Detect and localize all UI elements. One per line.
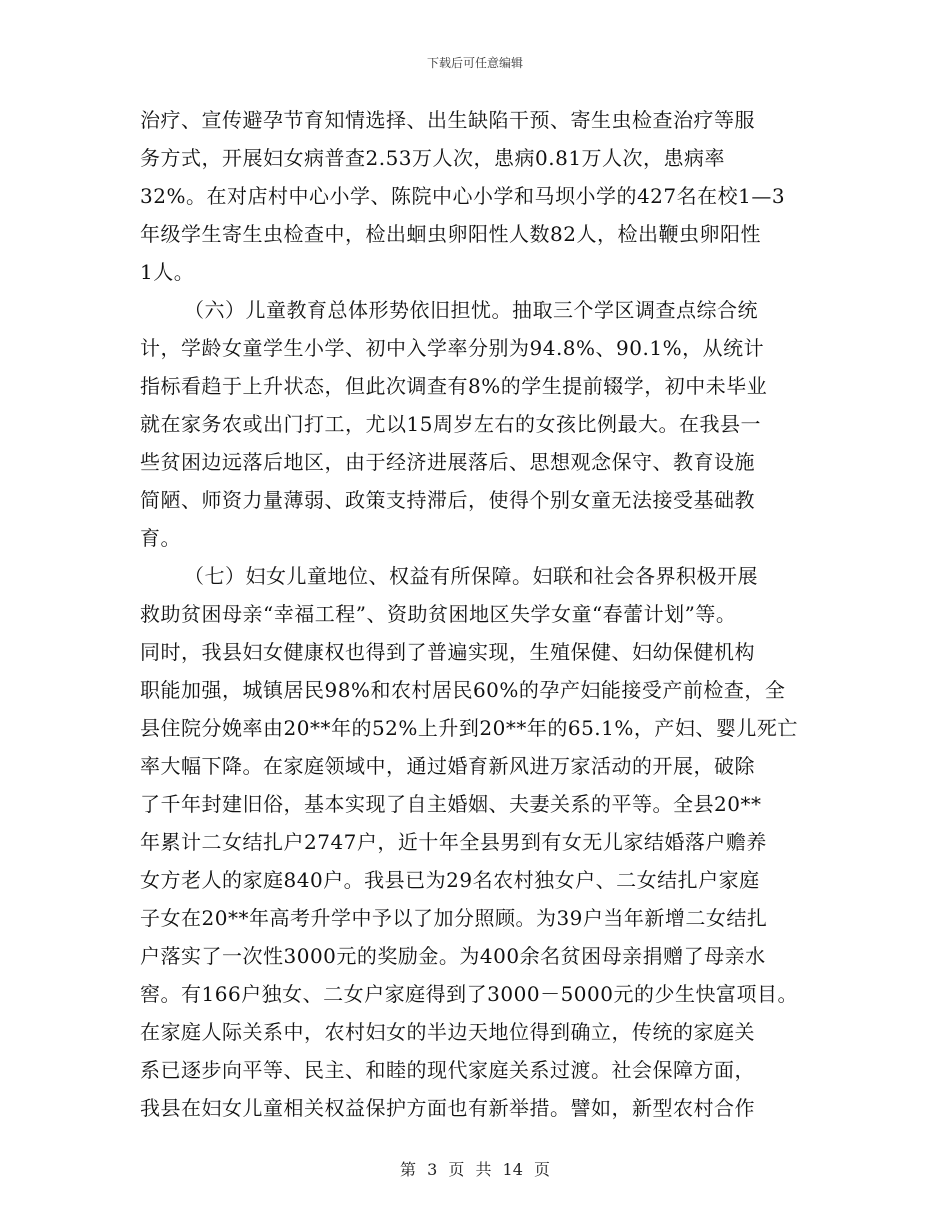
text-line: 职能加强，城镇居民98%和农村居民60%的孕产妇能接受产前检查，全 xyxy=(140,678,786,702)
text-line: 1人。 xyxy=(140,260,195,284)
text-line: 我县在妇女儿童相关权益保护方面也有新举措。譬如，新型农村合作 xyxy=(140,1096,755,1120)
text-line: 育。 xyxy=(140,526,181,550)
text-line: 就在家务农或出门打工，尤以15周岁左右的女孩比例最大。在我县一 xyxy=(140,412,761,436)
text-line: 同时，我县妇女健康权也得到了普遍实现，生殖保健、妇幼保健机构 xyxy=(140,640,755,664)
text-line: 在家庭人际关系中，农村妇女的半边天地位得到确立，传统的家庭关 xyxy=(140,1020,755,1044)
text-line: 32%。在对店村中心小学、陈院中心小学和马坝小学的427名在校1—3 xyxy=(140,184,786,208)
text-line: 计，学龄女童学生小学、初中入学率分别为94.8%、90.1%，从统计 xyxy=(140,336,765,360)
document-body xyxy=(140,101,820,1127)
text-line: 率大幅下降。在家庭领域中，通过婚育新风进万家活动的开展，破除 xyxy=(140,754,755,778)
text-line: 年累计二女结扎户2747户，近十年全县男到有女无儿家结婚落户赡养 xyxy=(140,830,767,854)
text-line: 窖。有166户独女、二女户家庭得到了3000－5000元的少生快富项目。 xyxy=(140,982,798,1006)
text-line: 年级学生寄生虫检查中，检出蛔虫卵阳性人数82人，检出鞭虫卵阳性 xyxy=(140,222,761,246)
paragraph-start-line: （六）儿童教育总体形势依旧担忧。抽取三个学区调查点综合统 xyxy=(184,298,758,322)
text-line: 指标看趋于上升状态，但此次调查有8%的学生提前辍学，初中未毕业 xyxy=(140,374,768,398)
text-line: 治疗、宣传避孕节育知情选择、出生缺陷干预、寄生虫检查治疗等服 xyxy=(140,108,755,132)
text-line: 些贫困边远落后地区，由于经济进展落后、思想观念保守、教育设施 xyxy=(140,450,755,474)
text-line: 女方老人的家庭840户。我县已为29名农村独女户、二女结扎户家庭 xyxy=(140,868,760,892)
text-line: 了千年封建旧俗，基本实现了自主婚姻、夫妻关系的平等。全县20** xyxy=(140,792,762,816)
paragraph-start-line: （七）妇女儿童地位、权益有所保障。妇联和社会各界积极开展 xyxy=(184,564,758,588)
page-header: 下载后可任意编辑 xyxy=(426,56,523,70)
text-line: 救助贫困母亲“幸福工程”、资助贫困地区失学女童“春蕾计划”等。 xyxy=(140,602,737,626)
page-number-footer: 第 3 页 共 14 页 xyxy=(400,1160,550,1179)
text-line: 户落实了一次性3000元的奖励金。为400余名贫困母亲捐赠了母亲水 xyxy=(140,944,766,968)
text-line: 务方式，开展妇女病普查2.53万人次，患病0.81万人次，患病率 xyxy=(140,146,726,170)
text-line: 系已逐步向平等、民主、和睦的现代家庭关系过渡。社会保障方面， xyxy=(140,1058,755,1082)
text-line: 子女在20**年高考升学中予以了加分照顾。为39户当年新增二女结扎 xyxy=(140,906,768,930)
text-line: 简陋、师资力量薄弱、政策支持滞后，使得个别女童无法接受基础教 xyxy=(140,488,755,512)
text-line: 县住院分娩率由20**年的52%上升到20**年的65.1%，产妇、婴儿死亡 xyxy=(140,716,798,740)
